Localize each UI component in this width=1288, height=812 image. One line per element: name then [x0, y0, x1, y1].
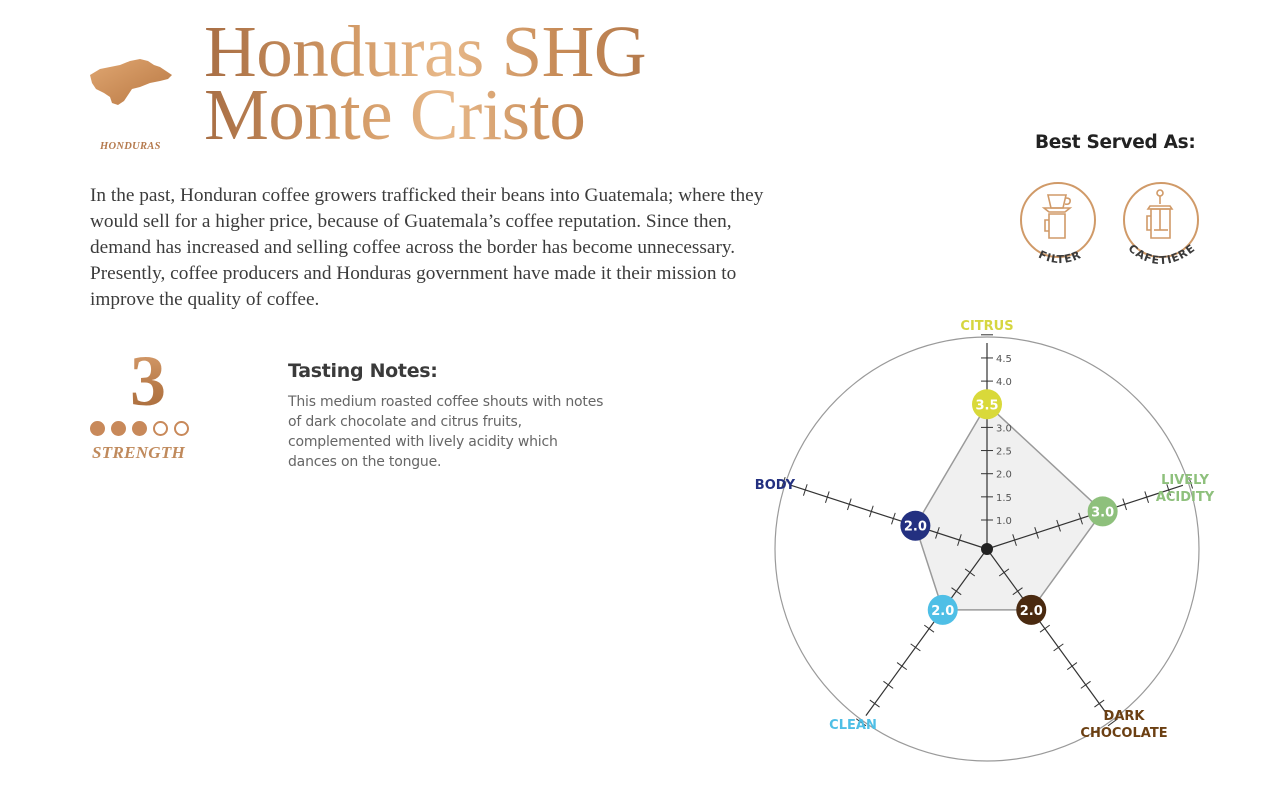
radar-axis-label: BODY: [754, 478, 795, 493]
radar-scale-label: 4.5: [996, 353, 1012, 365]
radar-value-label: 2.0: [903, 519, 927, 535]
radar-tick: [1081, 681, 1091, 688]
radar-tick: [883, 681, 893, 688]
radar-tick: [1040, 625, 1050, 632]
radar-tick: [1054, 644, 1064, 651]
country-label: HONDURAS: [100, 141, 161, 152]
radar-center-dot: [981, 543, 993, 555]
radar-axis-label: CLEAN: [829, 718, 877, 733]
radar-axis-label: LIVELY ACIDITY: [1155, 473, 1215, 505]
strength-label: STRENGTH: [92, 443, 186, 462]
radar-tick: [911, 644, 921, 651]
title-line-2: Monte Cristo: [204, 74, 586, 155]
radar-tick: [870, 700, 880, 707]
radar-axis-label: CITRUS: [960, 319, 1014, 334]
radar-axis: [866, 549, 987, 716]
radar-axis-label: DARK CHOCOLATE: [1080, 709, 1168, 741]
filter-label: FILTER: [1036, 248, 1084, 267]
cafetiere-label: CAFETIERE: [1125, 241, 1198, 268]
radar-scale-label: 2.5: [996, 446, 1012, 458]
radar-value-label: 2.0: [1019, 603, 1043, 619]
radar-tick: [924, 625, 934, 632]
best-served-title: Best Served As:: [1035, 132, 1196, 153]
radar-scale-label: 2.0: [996, 469, 1012, 481]
radar-value-label: 2.0: [931, 603, 955, 619]
radar-tick: [1067, 663, 1077, 670]
tasting-notes-title: Tasting Notes:: [288, 360, 438, 382]
radar-tick: [897, 663, 907, 670]
radar-value-label: 3.0: [1091, 505, 1115, 521]
radar-scale-label: 3.0: [996, 423, 1012, 435]
tasting-notes-body: This medium roasted coffee shouts with notes of dark chocolate and citrus fruits, complemented with lively acidity which dances on the tongue.: [288, 394, 604, 470]
radar-tick: [1094, 700, 1104, 707]
radar-scale-label: 1.0: [996, 516, 1012, 527]
title-line-1: Honduras SHG: [204, 11, 647, 92]
radar-scale-label: 1.5: [996, 492, 1012, 504]
intro-paragraph: In the past, Honduran coffee growers trafficked their beans into Guatemala; where they would sell for a higher price, because of Guatemala’s coffee reputation. Since then, demand has increased and selling coffee across the border has become unnecessary. Presently, coffee producers and Honduras government have made it their mission to improve the quality of coffee.: [90, 185, 764, 310]
radar-scale-label: 4.0: [996, 377, 1012, 389]
radar-value-label: 3.5: [975, 398, 999, 414]
strength-value: 3: [88, 345, 208, 417]
